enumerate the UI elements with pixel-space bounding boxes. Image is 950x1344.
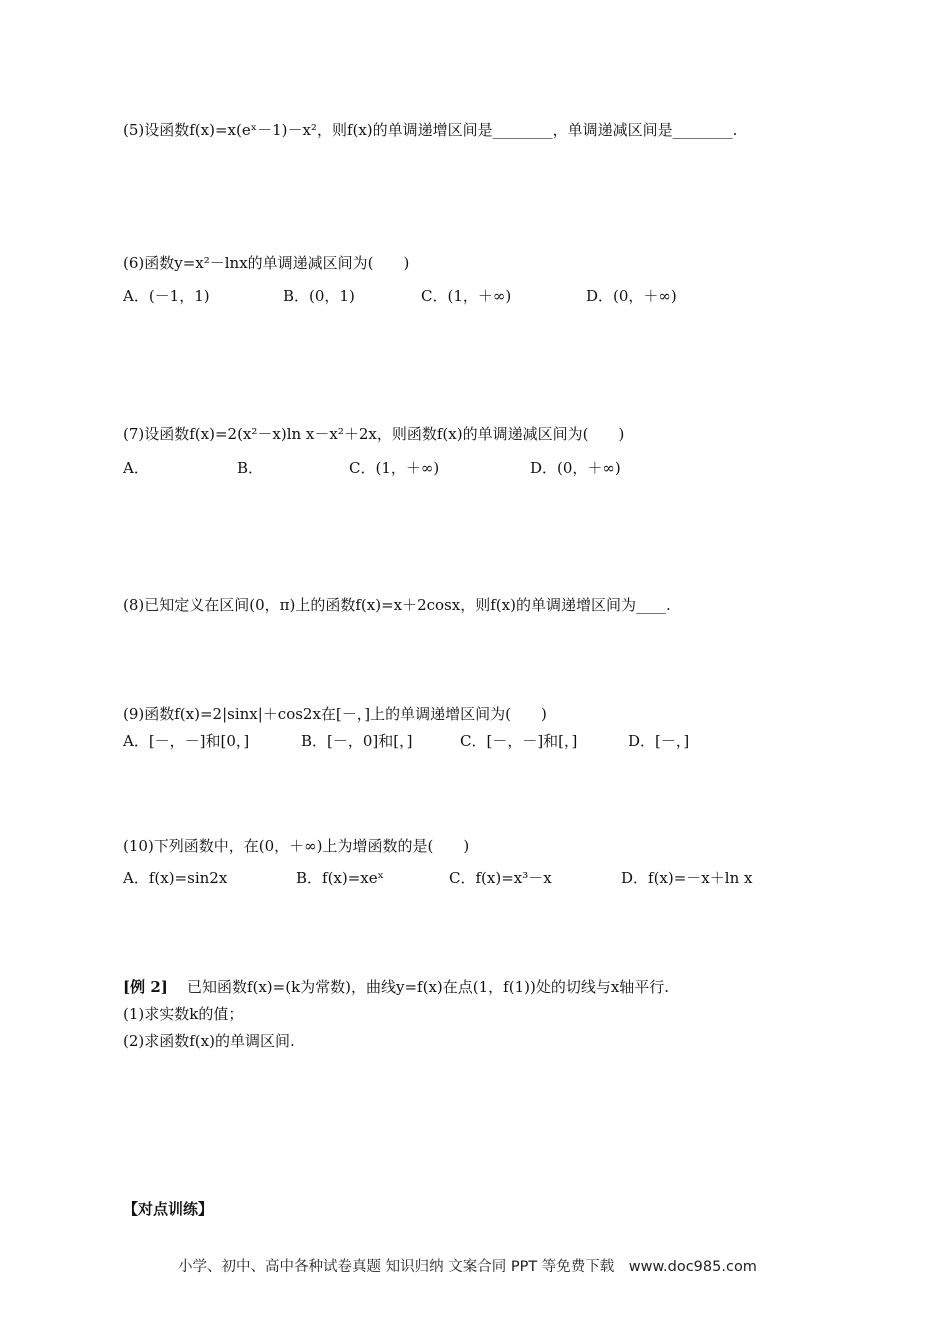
q9-option-d: D．[－，] <box>628 732 690 750</box>
question-7: (7)设函数f(x)=2(x²－x)ln x－x²＋2x，则函数f(x)的单调递减区间为( ) <box>123 425 625 443</box>
q6-option-b: B．(0，1) <box>283 287 355 305</box>
q6-option-d: D．(0，＋∞) <box>586 287 677 305</box>
q7-option-c: C．(1，＋∞) <box>349 459 440 477</box>
question-6: (6)函数y=x²－lnx的单调递减区间为( ) <box>123 254 410 272</box>
q6-option-a: A．(－1，1) <box>123 287 210 305</box>
q7-option-b: B． <box>237 459 264 477</box>
q7-option-a: A． <box>123 459 149 477</box>
question-5: (5)设函数f(x)=x(eˣ－1)－x²，则f(x)的单调递增区间是________，单调递减区间是________. <box>123 121 738 139</box>
question-9: (9)函数f(x)=2|sinx|＋cos2x在[－，]上的单调递增区间为( ) <box>123 705 547 723</box>
example-2-line <box>123 977 669 997</box>
example-2-label: [例 2] <box>123 978 168 996</box>
question-8: (8)已知定义在区间(0，π)上的函数f(x)=x＋2cosx，则f(x)的单调递增区间为____. <box>123 596 671 614</box>
q10-option-b: B．f(x)=xeˣ <box>296 869 385 887</box>
example-2-text: 已知函数f(x)=(k为常数)，曲线y=f(x)在点(1，f(1))处的切线与x轴平行. <box>186 978 670 996</box>
section-heading: 【对点训练】 <box>123 1200 214 1218</box>
q9-option-c: C．[－，－]和[，] <box>460 732 578 750</box>
example-2-part-2: (2)求函数f(x)的单调区间. <box>123 1032 295 1050</box>
question-10: (10)下列函数中，在(0，＋∞)上为增函数的是( ) <box>123 837 470 855</box>
q10-option-a: A．f(x)=sin2x <box>123 869 228 887</box>
page-footer: 小学、初中、高中各种试卷真题 知识归纳 文案合同 PPT 等免费下载 www.doc985.com <box>178 1259 757 1275</box>
q9-option-a: A．[－，－]和[0，] <box>123 732 250 750</box>
example-2-part-1: (1)求实数k的值； <box>123 1005 244 1023</box>
q9-option-b: B．[－，0]和[，] <box>301 732 413 750</box>
q7-option-d: D．(0，＋∞) <box>530 459 621 477</box>
q10-option-c: C．f(x)=x³－x <box>449 869 552 887</box>
q6-option-c: C．(1，＋∞) <box>421 287 512 305</box>
q10-option-d: D．f(x)=－x＋ln x <box>621 869 753 887</box>
